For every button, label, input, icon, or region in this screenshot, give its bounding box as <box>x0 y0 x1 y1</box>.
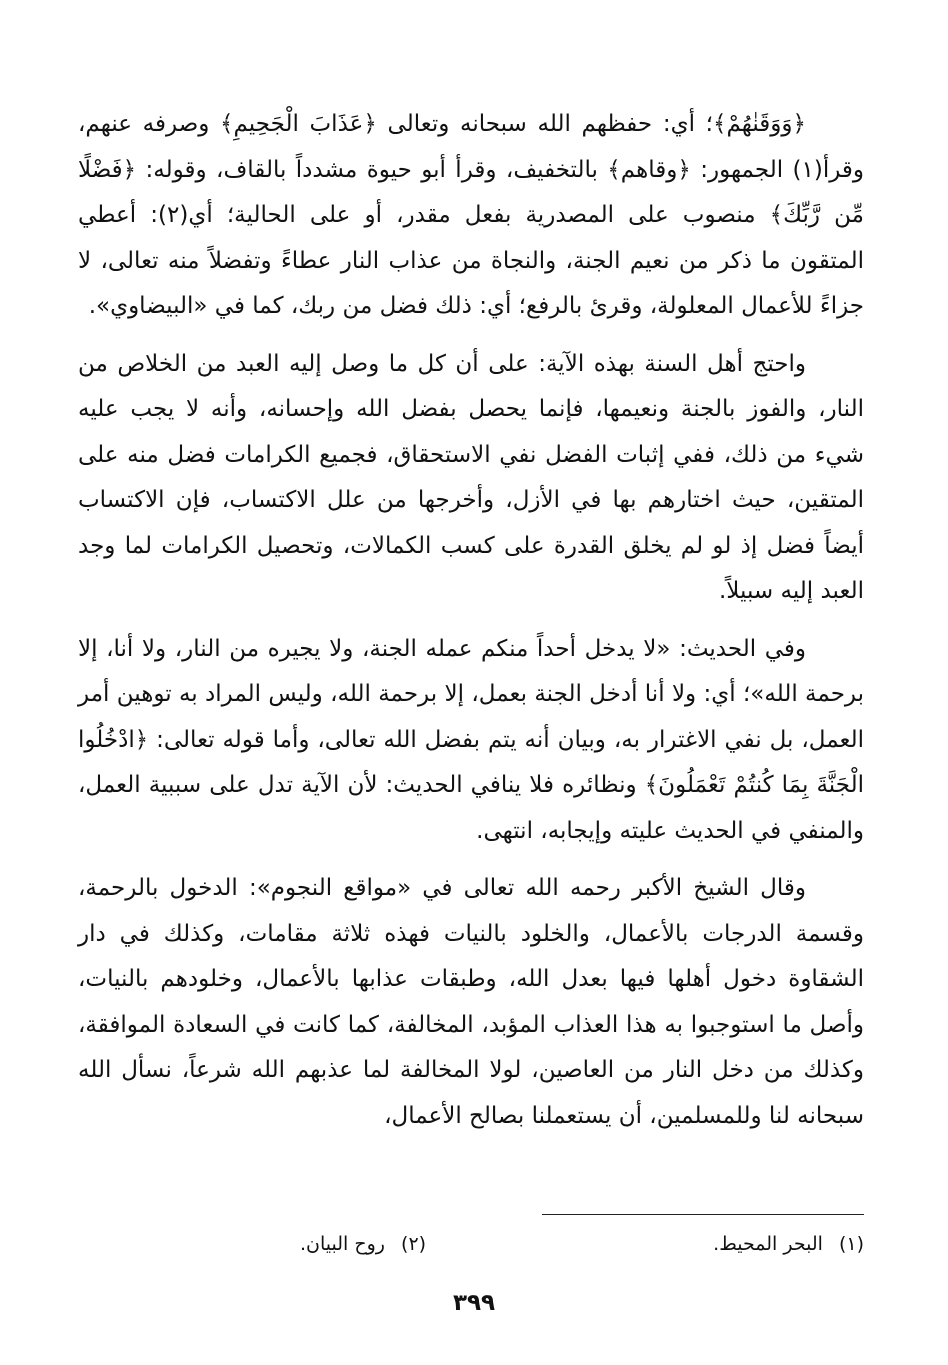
footnotes <box>300 1230 864 1258</box>
paragraph-3: وفي الحديث: «لا يدخل أحداً منكم عمله الجنة، ولا يجيره من النار، ولا أنا، إلا برحمة الله»؛ أي: ولا أنا أدخل الجنة بعمل، إلا برحمة الله، وليس المراد به توهين أمر العمل، بل نفي الاغترار به، وبيان أنه يتم بفضل الله تعالى، وأما قوله تعالى: ﴿ادْخُلُوا الْجَنَّةَ بِمَا كُنتُمْ تَعْمَلُونَ﴾ ونظائره فلا ينافي الحديث: لأن الآية تدل على سببية العمل، والمنفي في الحديث عليته وإيجابه، انتهى. <box>78 635 864 844</box>
footnote-divider <box>542 1214 864 1215</box>
paragraph-1: ﴿وَوَقَنٰهُمْ﴾؛ أي: حفظهم الله سبحانه وتعالى ﴿عَذَابَ الْجَحِيمِ﴾ وصرفه عنهم، وقرأ(١) الجمهور: ﴿وقاهم﴾ بالتخفيف، وقرأ أبو حيوة مشدداً بالقاف، وقوله: ﴿فَضْلًا مِّن رَّبِّكَ﴾ منصوب على المصدرية بفعل مقدر، أو على الحالية؛ أي(٢): أعطي المتقون ما ذكر من نعيم الجنة، والنجاة من عذاب النار عطاءً وتفضلاً منه تعالى، لا جزاءً للأعمال المعلولة، وقرئ بالرفع؛ أي: ذلك فضل من ربك، كما في «البيضاوي». <box>78 111 865 319</box>
footnote-2 <box>300 1230 426 1258</box>
paragraph-4: وقال الشيخ الأكبر رحمه الله تعالى في «مواقع النجوم»: الدخول بالرحمة، وقسمة الدرجات بالأعمال، والخلود بالنيات فهذه ثلاثة مقامات، وكذلك في دار الشقاوة دخول أهلها فيها بعدل الله، وطبقات عذابها بالأعمال، وخلودهم بالنيات، وأصل ما استوجبوا به هذا العذاب المؤبد، المخالفة، كما كانت في السعادة الموافقة، وكذلك من دخل النار من العاصين، لولا المخالفة لما عذبهم الله شرعاً، نسأل الله سبحانه لنا وللمسلمين، أن يستعملنا بصالح الأعمال، <box>78 875 864 1129</box>
footnote-2-number: (٢) <box>401 1233 427 1255</box>
footnote-1-number: (١) <box>838 1233 864 1255</box>
main-text <box>78 102 864 1139</box>
page-number: ٣٩٩ <box>452 1290 496 1316</box>
footnote-1-text: البحر المحيط. <box>713 1233 823 1255</box>
paragraph-2: واحتج أهل السنة بهذه الآية: على أن كل ما وصل إليه العبد من الخلاص من النار، والفوز بالجنة ونعيمها، فإنما يحصل بفضل الله وإحسانه، وأنه لا يجب عليه شيء من ذلك، ففي إثبات الفضل نفي الاستحقاق، فجميع الكرامات فضل منه على المتقين، حيث اختارهم بها في الأزل، وأخرجها من علل الاكتساب، فإن الاكتساب أيضاً فضل إذ لو لم يخلق القدرة على كسب الكمالات، وتحصيل الكرامات لما وجد العبد إليه سبيلاً. <box>78 350 864 604</box>
footnote-2-text: روح البيان. <box>300 1233 385 1255</box>
footnote-1 <box>713 1230 864 1258</box>
